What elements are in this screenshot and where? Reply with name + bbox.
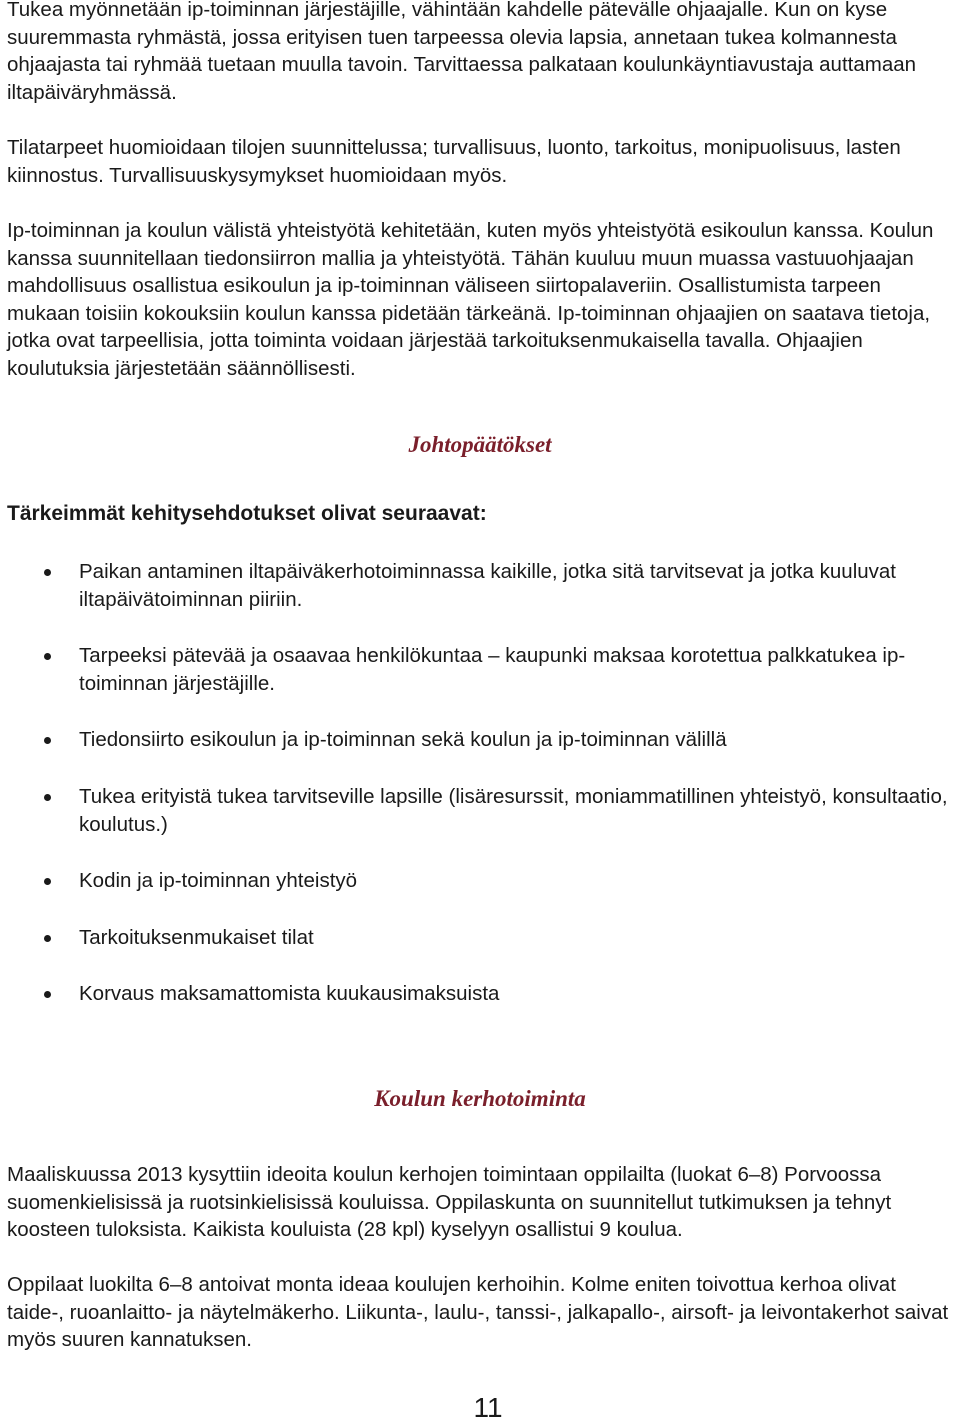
bullet-icon [44, 878, 51, 885]
paragraph-club-survey: Maaliskuussa 2013 kysyttiin ideoita koulun kerhojen toimintaan oppilailta (luokat 6–8) Porvoossa suomenkielisissä ja ruotsinkielisissä kouluissa. Oppilaskunta on suunnitellut tutkimuksen ja tehnyt koosteen tuloksista. Kaikista kouluista (28 kpl) kyselyyn osallistui 9 koulua. [7, 1163, 892, 1242]
list-item-text: Tarkoituksenmukaiset tilat [79, 925, 314, 949]
list-item [0, 783, 960, 838]
paragraph-club-results: Oppilaat luokilta 6–8 antoivat monta ideaa koulujen kerhoihin. Kolme eniten toivottua kerhoa olivat taide-, ruoanlaitto- ja näytelmäkerho. Liikunta-, laulu-, tanssi-, jalkapallo-, airsoft- ja leivontakerhot saivat myös suuren kannatuksen. [7, 1273, 949, 1352]
bullet-icon [44, 794, 51, 801]
list-item-text: Korvaus maksamattomista kuukausimaksuista [79, 982, 500, 1006]
paragraph-school-cooperation: Ip-toiminnan ja koulun välistä yhteistyötä kehitetään, kuten myös yhteistyötä esikoulun kanssa. Koulun kanssa suunnitellaan tiedonsiirron mallia ja yhteistyötä. Tähän kuuluu muun muassa vastuuohjaajan mahdollisuus osallistua esikoulun ja ip-toiminnan väliseen siirtopalaveriin. Osallistumista tarpeen mukaan toisiin kokouksiin koulun kanssa pidetään tärkeänä. Ip-toiminnan ohjaajien on saatava tietoja, jotka ovat tarpeellisia, jotta toiminta voidaan järjestää tarkoituksenmukaisella tavalla. Ohjaajien koulutuksia järjestetään säännöllisesti. [7, 219, 934, 380]
bullet-icon [44, 935, 51, 942]
section-heading-school-clubs: Koulun kerhotoiminta [374, 1086, 586, 1111]
list-item [0, 726, 960, 754]
list-item [0, 924, 960, 952]
list-item-text: Tukea erityistä tukea tarvitseville lapsille (lisäresurssit, moniammatillinen yhteistyö, konsultaatio, koulutus.) [79, 784, 948, 836]
bullet-icon [44, 653, 51, 660]
bullet-icon [44, 737, 51, 744]
list-item [0, 980, 960, 1008]
page-number: 11 [473, 1392, 503, 1423]
proposal-list [0, 558, 960, 1008]
bullet-icon [44, 991, 51, 998]
list-item-text: Tiedonsiirto esikoulun ja ip-toiminnan sekä koulun ja ip-toiminnan välillä [79, 728, 727, 752]
subheading-key-proposals: Tärkeimmät kehitysehdotukset olivat seuraavat: [7, 502, 487, 525]
list-item [0, 642, 960, 697]
list-item [0, 867, 960, 895]
paragraph-space-needs: Tilatarpeet huomioidaan tilojen suunnittelussa; turvallisuus, luonto, tarkoitus, monipuolisuus, lasten kiinnostus. Turvallisuuskysymykset huomioidaan myös. [7, 136, 901, 187]
section-heading-conclusions: Johtopäätökset [408, 432, 552, 457]
list-item-text: Paikan antaminen iltapäiväkerhotoiminnassa kaikille, jotka sitä tarvitsevat ja jotka kuuluvat iltapäivätoiminnan piiriin. [79, 560, 897, 611]
paragraph-ip-support: Tukea myönnetään ip-toiminnan järjestäjille, vähintään kahdelle pätevälle ohjaajalle. Kun on kyse suuremmasta ryhmästä, jossa erityisen tuen tarpeessa olevia lapsia, annetaan tukea kolmannesta ohjaajasta tai ryhmää tuetaan muulla tavoin. Tarvittaessa palkataan koulunkäyntiavustaja auttamaan iltapäiväryhmässä. [7, 0, 917, 104]
bullet-icon [44, 569, 51, 576]
list-item [0, 558, 960, 613]
list-item-text: Tarpeeksi pätevää ja osaavaa henkilökuntaa – kaupunki maksaa korotettua palkkatukea ip-toiminnan järjestäjille. [79, 644, 906, 695]
list-item-text: Kodin ja ip-toiminnan yhteistyö [79, 869, 358, 893]
